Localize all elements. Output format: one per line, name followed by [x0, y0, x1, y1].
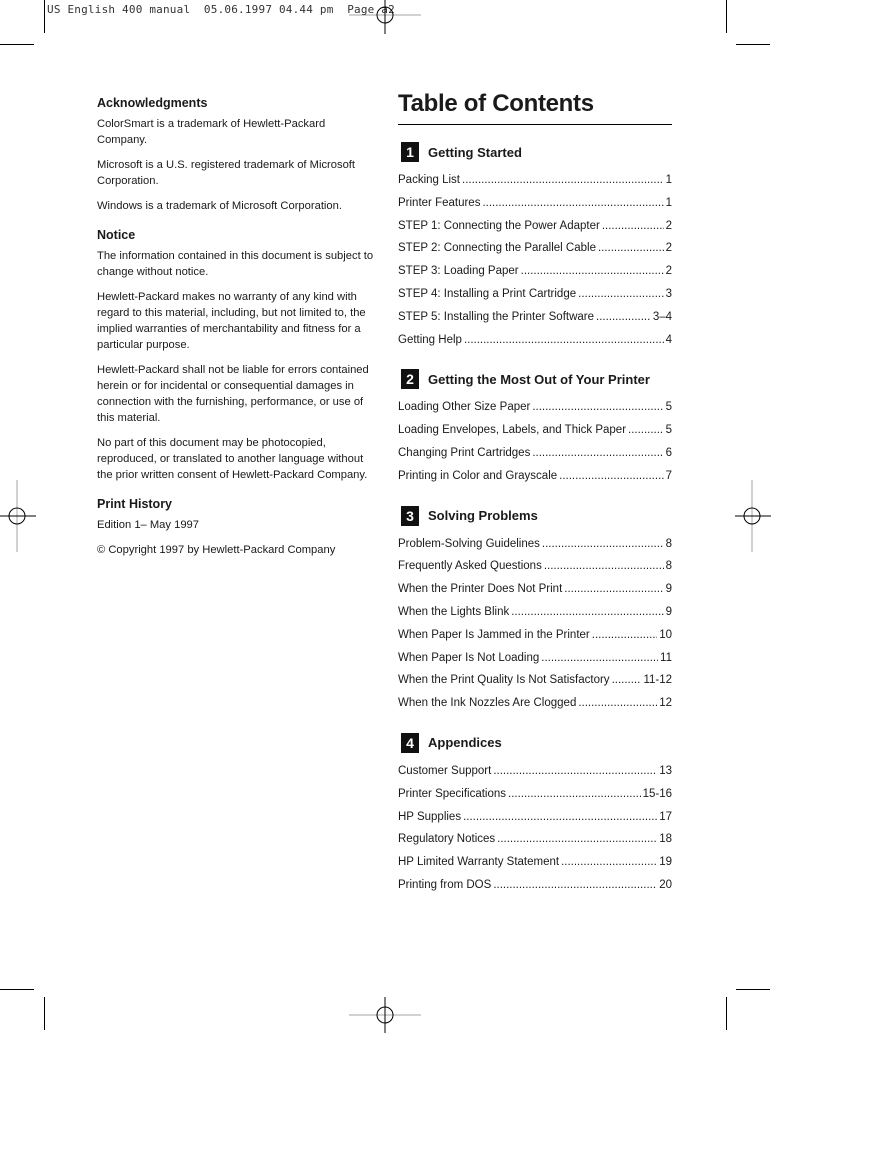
toc-entry-page: 5 [665, 424, 672, 437]
notice-heading: Notice [97, 228, 136, 242]
toc-entry-title: When Paper Is Not Loading [398, 651, 540, 664]
toc-entry[interactable] [398, 215, 672, 238]
registration-mark-icon [735, 480, 771, 552]
toc-entry-title: STEP 5: Installing the Printer Software [398, 310, 595, 323]
paragraph: Windows is a trademark of Microsoft Corporation. [97, 200, 342, 212]
chapter-number-badge: 3 [401, 506, 419, 526]
paragraph: Microsoft is a U.S. registered trademark of Microsoft Corporation. [97, 159, 356, 187]
toc-entry[interactable] [398, 306, 672, 329]
paragraph: ColorSmart is a trademark of Hewlett-Packard Company. [97, 118, 326, 146]
dot-leader [521, 260, 664, 283]
toc-entry-title: When the Lights Blink [398, 605, 510, 618]
dot-leader [592, 624, 657, 647]
toc-entry-page: 9 [665, 605, 672, 618]
toc-entry-title: Customer Support [398, 764, 492, 777]
toc-entry[interactable] [398, 237, 672, 260]
dot-leader [598, 237, 664, 260]
toc-entry[interactable] [398, 465, 672, 488]
crop-mark [0, 989, 34, 990]
dot-leader [544, 555, 664, 578]
acknowledgments-heading: Acknowledgments [97, 96, 208, 110]
toc-entry-title: Changing Print Cartridges [398, 446, 531, 459]
chapter-heading [398, 141, 672, 163]
chapter-title: Solving Problems [428, 508, 538, 524]
toc-entry[interactable] [398, 647, 672, 670]
paragraph: Edition 1– May 1997 [97, 519, 199, 531]
dot-leader [564, 578, 663, 601]
toc-entry-title: When Paper Is Jammed in the Printer [398, 628, 590, 641]
toc-entry-title: When the Print Quality Is Not Satisfactory [398, 674, 610, 687]
toc-entry[interactable] [398, 260, 672, 283]
toc-entry-title: Problem-Solving Guidelines [398, 537, 540, 550]
toc-chapter [398, 368, 672, 487]
toc-entry[interactable] [398, 692, 672, 715]
acknowledgments-section [97, 95, 377, 214]
dot-leader [559, 465, 663, 488]
toc-entry[interactable] [398, 760, 672, 783]
dot-leader [542, 533, 664, 556]
legal-notices-column [97, 95, 377, 567]
toc-entry-title: STEP 3: Loading Paper [398, 265, 519, 278]
registration-mark-icon [349, 0, 421, 36]
crop-mark [726, 997, 727, 1030]
crop-mark [736, 989, 770, 990]
toc-entry-page: 1 [665, 174, 672, 186]
dot-leader [532, 396, 663, 419]
dot-leader [612, 669, 642, 692]
toc-entry[interactable] [398, 419, 672, 442]
chapter-heading [398, 505, 672, 527]
chapter-heading [398, 368, 672, 390]
page-title: Table of Contents [398, 90, 672, 125]
chapter-title: Appendices [428, 735, 502, 751]
toc-entry-page: 12 [659, 697, 672, 710]
toc-entry-page: 19 [659, 856, 672, 869]
dot-leader [497, 828, 657, 851]
toc-entry-page: 2 [665, 242, 672, 255]
toc-entry-page: 8 [665, 537, 672, 550]
registration-mark-icon [349, 997, 421, 1033]
toc-entry[interactable] [398, 624, 672, 647]
toc-entry-page: 13 [659, 764, 672, 777]
toc-entry-title: Packing List [398, 174, 461, 186]
toc-entry-page: 20 [659, 878, 672, 891]
toc-entry-page: 11 [660, 651, 672, 664]
toc-entry[interactable] [398, 578, 672, 601]
toc-entry[interactable] [398, 601, 672, 624]
toc-entry-page: 4 [665, 333, 672, 346]
dot-leader [493, 760, 657, 783]
toc-entry-page: 15-16 [642, 787, 672, 800]
dot-leader [602, 215, 664, 238]
toc-entry[interactable] [398, 283, 672, 306]
chapter-number-badge: 4 [401, 733, 419, 753]
print-history-heading: Print History [97, 497, 173, 511]
toc-entry[interactable] [398, 874, 672, 897]
dot-leader [482, 192, 663, 215]
dot-leader [561, 851, 657, 874]
toc-entry-title: Regulatory Notices [398, 833, 496, 846]
paragraph: No part of this document may be photocopied, reproduced, or translated to another language without the prior written consent of Hewlett-Packard Company. [97, 437, 368, 481]
toc-entry-page: 2 [665, 219, 672, 232]
toc-entry-page: 17 [659, 810, 672, 823]
toc-entry[interactable] [398, 555, 672, 578]
toc-entry-title: HP Limited Warranty Statement [398, 856, 560, 869]
dot-leader [511, 601, 663, 624]
toc-entry-page: 1 [665, 196, 672, 209]
toc-entry-page: 3 [665, 287, 672, 300]
dot-leader [508, 783, 641, 806]
toc-entry-title: When the Printer Does Not Print [398, 583, 563, 596]
toc-entry-page: 11-12 [643, 674, 672, 687]
dot-leader [462, 169, 664, 192]
toc-entry-title: STEP 1: Connecting the Power Adapter [398, 219, 600, 232]
toc-entry[interactable] [398, 828, 672, 851]
toc-entry[interactable] [398, 669, 672, 692]
chapter-number-badge: 2 [401, 369, 419, 389]
toc-entry-page: 3–4 [652, 310, 672, 323]
toc-entry-title: Loading Other Size Paper [398, 401, 531, 414]
toc-entry-page: 2 [665, 265, 672, 278]
toc-entry[interactable] [398, 783, 672, 806]
toc-entry[interactable] [398, 533, 672, 556]
toc-entry-page: 8 [665, 560, 672, 573]
crop-mark [0, 44, 34, 45]
toc-chapter [398, 732, 672, 897]
toc-entry-title: Getting Help [398, 333, 462, 346]
table-of-contents [398, 90, 672, 897]
toc-entry-title: Printing in Color and Grayscale [398, 469, 558, 482]
toc-entry[interactable] [398, 806, 672, 829]
toc-entry-page: 18 [659, 833, 672, 846]
toc-entry-title: STEP 2: Connecting the Parallel Cable [398, 242, 596, 255]
paragraph: The information contained in this document is subject to change without notice. [97, 250, 374, 278]
dot-leader [532, 442, 663, 465]
toc-entry-title: Printer Features [398, 196, 481, 209]
chapter-number-badge: 1 [401, 142, 419, 162]
dot-leader [493, 874, 657, 897]
toc-chapter [398, 505, 672, 715]
toc-entry-title: STEP 4: Installing a Print Cartridge [398, 287, 577, 300]
toc-entry-title: When the Ink Nozzles Are Clogged [398, 697, 577, 710]
crop-mark [736, 44, 770, 45]
toc-entry-page: 9 [665, 583, 672, 596]
dot-leader [596, 306, 651, 329]
toc-entry-page: 5 [665, 401, 672, 414]
paragraph: Hewlett-Packard shall not be liable for errors contained herein or for incidental or consequential damages in connection with the furnishing, performance, or use of this material. [97, 364, 369, 424]
toc-entry-title: HP Supplies [398, 810, 462, 823]
toc-entry-title: Printer Specifications [398, 787, 507, 800]
toc-chapters [398, 141, 672, 897]
toc-entry-page: 6 [665, 446, 672, 459]
chapter-heading [398, 732, 672, 754]
chapter-title: Getting Started [428, 144, 522, 160]
toc-entry[interactable] [398, 329, 672, 352]
toc-entry-title: Printing from DOS [398, 878, 492, 891]
dot-leader [578, 283, 663, 306]
print-history-section [97, 496, 377, 558]
toc-entry[interactable] [398, 169, 672, 192]
toc-entry-page: 10 [659, 628, 672, 641]
paragraph: Hewlett-Packard makes no warranty of any kind with regard to this material, including, but not limited to, the implied warranties of merchantability and fitness for a particular purpose. [97, 291, 366, 351]
toc-entry-title: Loading Envelopes, Labels, and Thick Paper [398, 424, 627, 437]
dot-leader [628, 419, 664, 442]
crop-mark [44, 997, 45, 1030]
toc-entry[interactable] [398, 192, 672, 215]
toc-entry-page: 7 [665, 469, 672, 482]
notice-section [97, 227, 377, 483]
toc-entry-title: Frequently Asked Questions [398, 560, 542, 573]
dot-leader [541, 647, 658, 670]
toc-entry[interactable] [398, 851, 672, 874]
print-slug: US English 400 manual 05.06.1997 04.44 pm Page a2 [47, 3, 395, 16]
paragraph: © Copyright 1997 by Hewlett-Packard Company [97, 544, 336, 556]
dot-leader [464, 329, 664, 352]
registration-mark-icon [0, 480, 36, 552]
chapter-title: Getting the Most Out of Your Printer [428, 371, 650, 387]
toc-entry[interactable] [398, 396, 672, 419]
crop-mark [44, 0, 45, 33]
dot-leader [463, 806, 657, 829]
dot-leader [578, 692, 657, 715]
crop-mark [726, 0, 727, 33]
toc-chapter [398, 141, 672, 351]
toc-entry[interactable] [398, 442, 672, 465]
